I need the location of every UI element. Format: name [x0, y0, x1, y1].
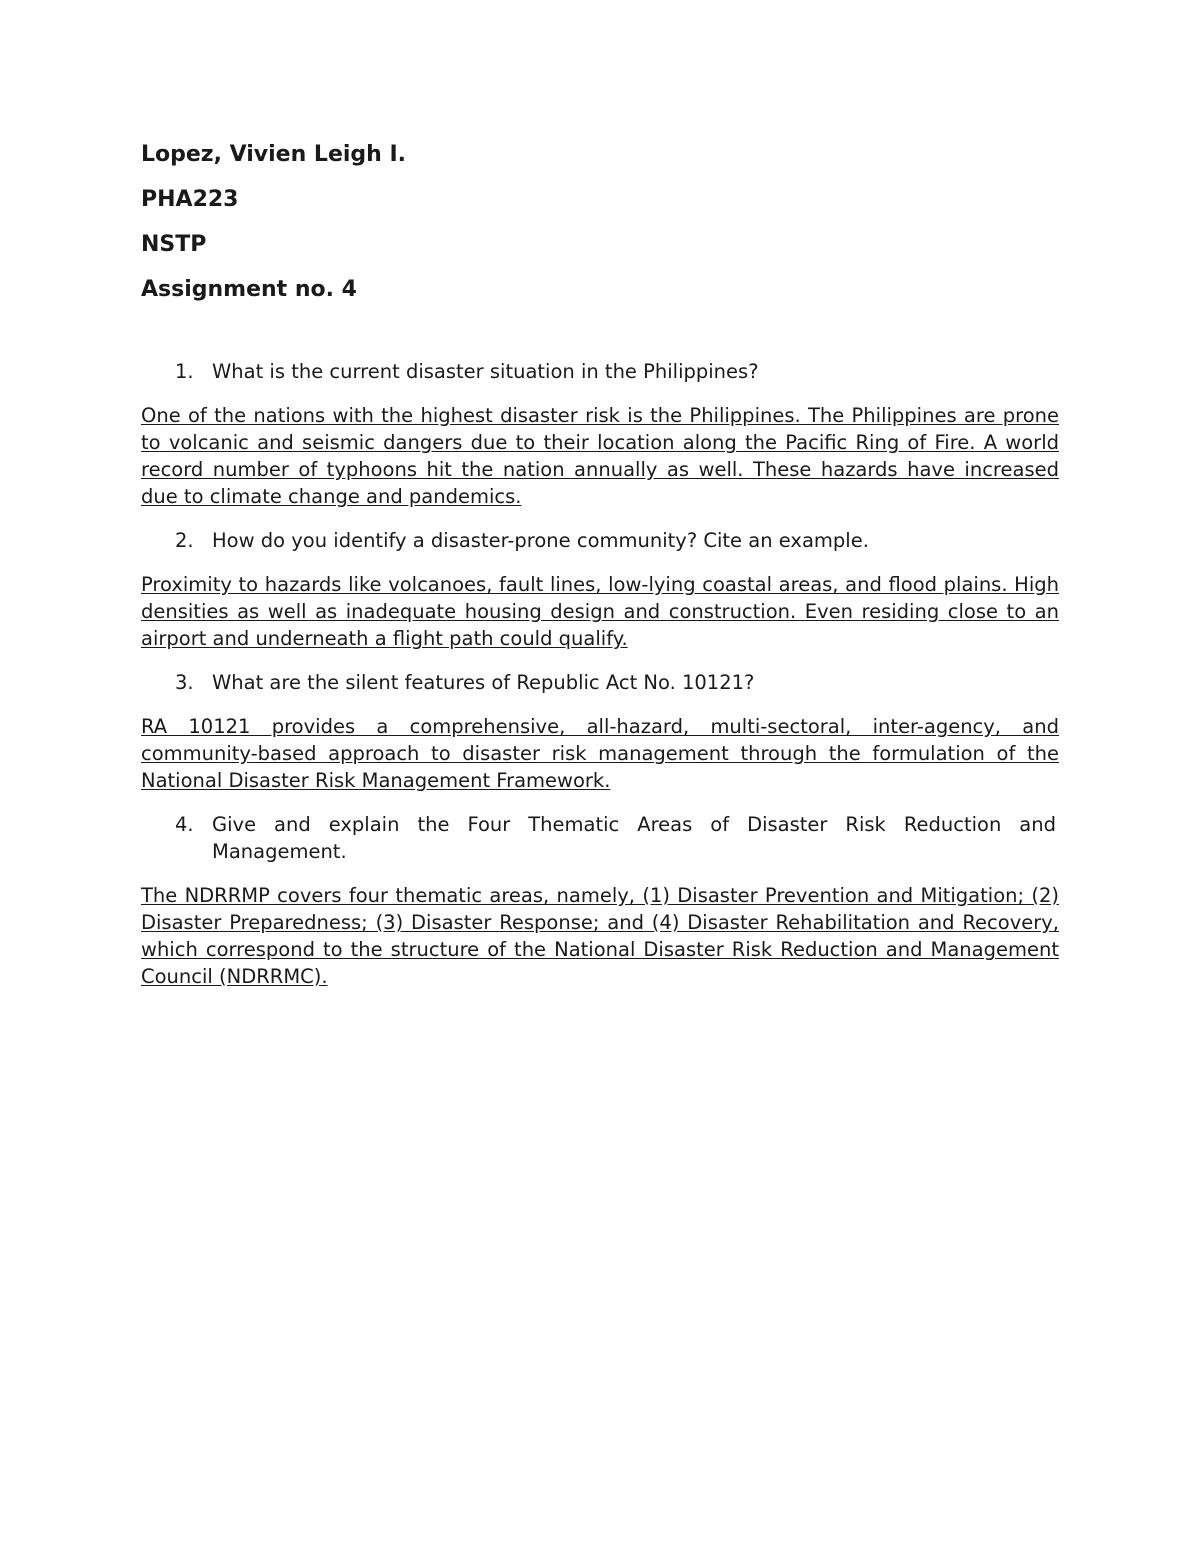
question-text: What are the silent features of Republic Act No. 10121? [212, 671, 755, 694]
question-3 [175, 669, 1059, 696]
spacer [141, 318, 1059, 358]
question-number: 2. [175, 529, 194, 552]
question-number: 1. [175, 360, 194, 383]
question-text: Give and explain the Four Thematic Areas of Disaster Risk Reduction and Management. [212, 813, 1056, 863]
answer-3: RA 10121 provides a comprehensive, all-hazard, multi-sectoral, inter-agency, and community-based approach to disaster risk management through the formulation of the National Disaster Risk Management Framework. [141, 715, 1059, 792]
question-2 [175, 527, 1059, 554]
question-text: What is the current disaster situation in the Philippines? [212, 360, 759, 383]
answer-1: One of the nations with the highest disaster risk is the Philippines. The Philippines are prone to volcanic and seismic dangers due to their location along the Pacific Ring of Fire. A world record number of typhoons hit the nation annually as well. These hazards have increased due to climate change and pandemics. [141, 404, 1059, 508]
question-1 [175, 358, 1059, 385]
subject-title: NSTP [141, 232, 207, 257]
question-number: 4. [175, 813, 194, 836]
answer-2: Proximity to hazards like volcanoes, fault lines, low-lying coastal areas, and flood plains. High densities as well as inadequate housing design and construction. Even residing close to an airport and underneath a flight path could qualify. [141, 573, 1059, 650]
question-4 [175, 811, 1059, 865]
course-code: PHA223 [141, 187, 239, 212]
answer-4: The NDRRMP covers four thematic areas, namely, (1) Disaster Prevention and Mitigation; (2) Disaster Preparedness; (3) Disaster Response; and (4) Disaster Rehabilitation and Recovery, which correspond to the structure of the National Disaster Risk Reduction and Management Council (NDRRMC). [141, 884, 1059, 988]
question-text: How do you identify a disaster-prone community? Cite an example. [212, 529, 869, 552]
question-number: 3. [175, 671, 194, 694]
student-name: Lopez, Vivien Leigh I. [141, 142, 407, 167]
assignment-title: Assignment no. 4 [141, 277, 357, 302]
document-page [141, 138, 1059, 1007]
